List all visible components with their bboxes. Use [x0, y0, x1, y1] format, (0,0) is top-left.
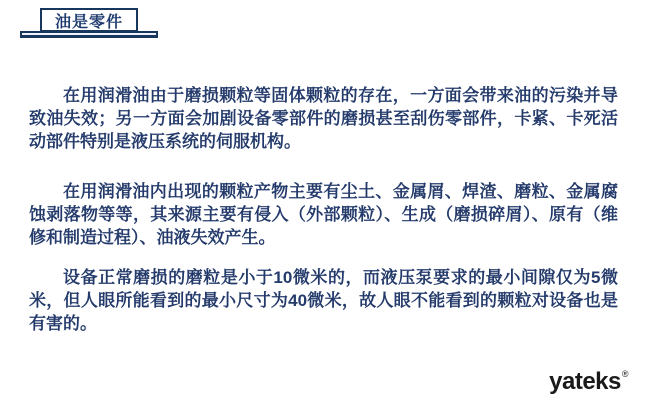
body-paragraph: 在用润滑油内出现的颗粒产物主要有尘土、金属屑、焊渣、磨粒、金属腐蚀剥落物等等，其来源主要有侵入（外部颗粒）、生成（磨损碎屑）、原有（维修和制造过程）、油液失效产生。: [29, 182, 618, 247]
yateks-logo: [549, 370, 628, 394]
slide-title: 油是零件: [54, 13, 123, 31]
body-paragraph: 设备正常磨损的磨粒是小于10微米的，而液压泵要求的最小间隙仅为5微米，但人眼所能看到的最小尺寸为40微米，故人眼不能看到的颗粒对设备也是有害的。: [29, 268, 618, 333]
body-paragraph: 在用润滑油由于磨损颗粒等固体颗粒的存在，一方面会带来油的污染并导致油失效；另一方面会加剧设备零部件的磨损甚至刮伤零部件，卡紧、卡死活动部件特别是液压系统的伺服机构。: [29, 86, 618, 151]
title-box: [40, 8, 138, 32]
registered-trademark-mark: ®: [621, 369, 628, 379]
title-underline-bar: [20, 31, 158, 38]
yateks-logo-text: yateks: [549, 368, 621, 395]
body-text-block: [29, 84, 618, 335]
